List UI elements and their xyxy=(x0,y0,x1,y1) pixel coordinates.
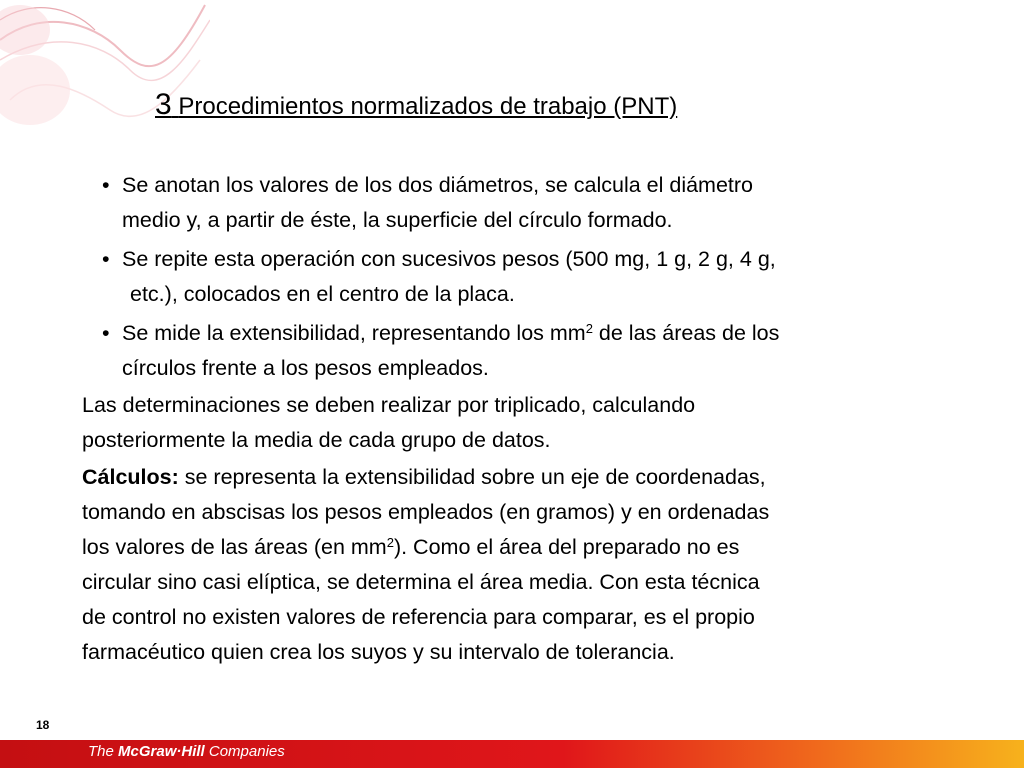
paragraph-line: posteriormente la media de cada grupo de datos. xyxy=(82,428,551,452)
calculos-label: Cálculos: xyxy=(82,465,179,489)
brand-suffix: Companies xyxy=(204,743,285,760)
slide-title xyxy=(155,88,677,122)
bullet-line: medio y, a partir de éste, la superficie del círculo formado. xyxy=(122,208,673,232)
title-text: Procedimientos normalizados de trabajo (PNT) xyxy=(178,93,678,120)
paragraph-line: farmacéutico quien crea los suyos y su intervalo de tolerancia. xyxy=(82,640,675,664)
paragraph-line: tomando en abscisas los pesos empleados (en gramos) y en ordenadas xyxy=(82,500,770,524)
footer-bar xyxy=(0,740,1024,768)
paragraph-text: ). Como el área del preparado no es xyxy=(393,535,740,559)
superscript: 2 xyxy=(585,321,593,336)
page-number: 18 xyxy=(36,718,50,732)
bullet-dot: • xyxy=(102,173,110,197)
paragraph-determinaciones xyxy=(82,388,942,458)
bullet-item xyxy=(82,168,942,238)
superscript: 2 xyxy=(386,535,394,550)
brand-logo xyxy=(88,743,285,760)
bullet-line: círculos frente a los pesos empleados. xyxy=(122,356,489,380)
brand-name: McGraw·Hill xyxy=(118,743,205,760)
paragraph-line: de control no existen valores de referencia para comparar, es el propio xyxy=(82,605,755,629)
bullet-line: de las áreas de los xyxy=(592,321,780,345)
paragraph-line xyxy=(82,460,942,495)
bullet-line: Se anotan los valores de los dos diámetros, se calcula el diámetro xyxy=(122,173,754,197)
bullet-line: Se mide la extensibilidad, representando los mm xyxy=(122,321,586,345)
bullet-dot: • xyxy=(102,321,110,345)
bullet-line: etc.), colocados en el centro de la placa. xyxy=(130,282,515,306)
title-number: 3 xyxy=(155,88,172,121)
paragraph-line xyxy=(82,530,942,565)
paragraph-line: Las determinaciones se deben realizar por triplicado, calculando xyxy=(82,393,696,417)
bullet-item xyxy=(82,316,942,386)
slide-content xyxy=(82,168,942,670)
paragraph-text: se representa la extensibilidad sobre un eje de coordenadas, xyxy=(178,465,766,489)
paragraph-calculos xyxy=(82,460,942,670)
paragraph-line: circular sino casi elíptica, se determina el área media. Con esta técnica xyxy=(82,570,760,594)
paragraph-text: los valores de las áreas (en mm xyxy=(82,535,387,559)
brand-prefix: The xyxy=(88,743,119,760)
bullet-line: Se repite esta operación con sucesivos pesos (500 mg, 1 g, 2 g, 4 g, xyxy=(122,247,776,271)
bullet-dot: • xyxy=(102,247,110,271)
bullet-item xyxy=(82,242,942,312)
